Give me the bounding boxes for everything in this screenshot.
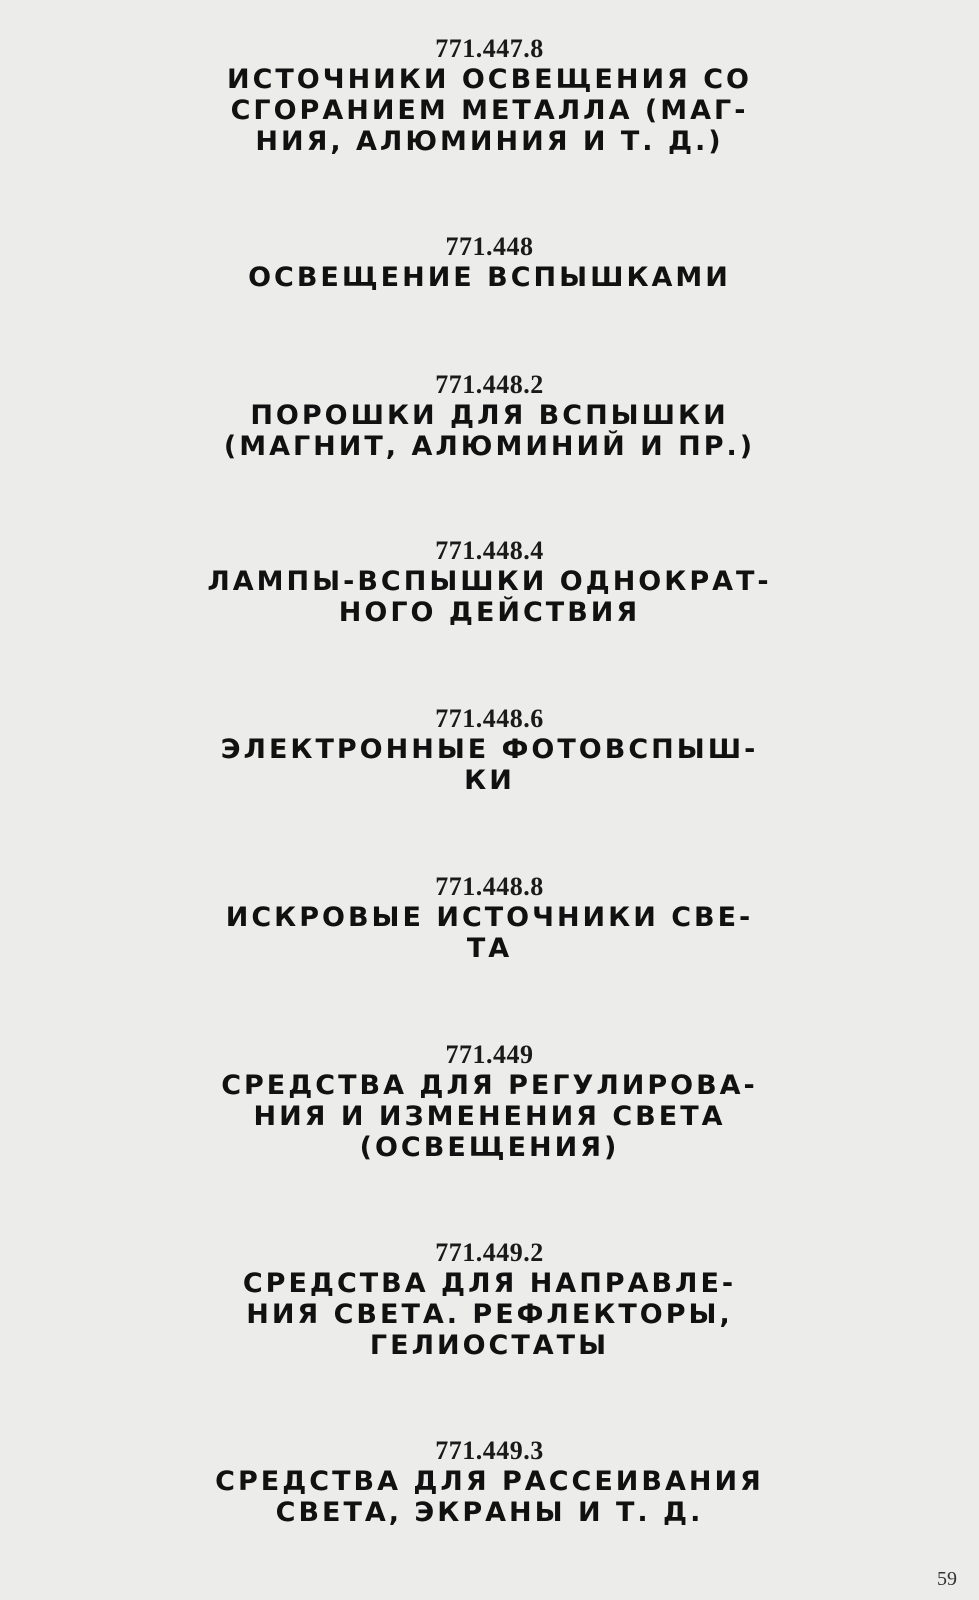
- entry-title-line: КИ: [464, 765, 515, 796]
- entry-title-line: (МАГНИТ, АЛЮМИНИЙ И ПР.): [223, 431, 756, 462]
- entry-771-449: [0, 1040, 979, 1163]
- entry-code: 771.448: [445, 232, 534, 261]
- entry-title-line: ТА: [466, 933, 513, 964]
- entry-title-line: СВЕТА, ЭКРАНЫ И Т. Д.: [275, 1497, 704, 1528]
- entry-title-line: ИСКРОВЫЕ ИСТОЧНИКИ СВЕ-: [225, 902, 754, 933]
- entry-title-line: НИЯ И ИЗМЕНЕНИЯ СВЕТА: [253, 1101, 726, 1132]
- entry-code: 771.448.4: [435, 536, 544, 565]
- entry-code: 771.448.6: [435, 704, 544, 733]
- entry-code: 771.448.2: [435, 370, 544, 399]
- entry-title-line: НИЯ СВЕТА. РЕФЛЕКТОРЫ,: [246, 1299, 733, 1330]
- entry-title-line: НИЯ, АЛЮМИНИЯ И Т. Д.): [255, 126, 724, 157]
- entry-title-line: СГОРАНИЕМ МЕТАЛЛА (МАГ-: [230, 95, 749, 126]
- entry-title-line: СРЕДСТВА ДЛЯ РАССЕИВАНИЯ: [215, 1466, 764, 1497]
- entry-title-line: ПОРОШКИ ДЛЯ ВСПЫШКИ: [250, 400, 729, 431]
- entry-code: 771.449.2: [435, 1238, 544, 1267]
- entry-771-448-2: [0, 370, 979, 462]
- entry-771-448-4: [0, 536, 979, 628]
- entry-title-line: ЭЛЕКТРОННЫЕ ФОТОВСПЫШ-: [220, 734, 759, 765]
- entry-title-line: СРЕДСТВА ДЛЯ НАПРАВЛЕ-: [242, 1268, 737, 1299]
- entry-title-line: НОГО ДЕЙСТВИЯ: [338, 597, 641, 628]
- entry-title-line: ИСТОЧНИКИ ОСВЕЩЕНИЯ СО: [226, 64, 753, 95]
- entry-code: 771.449.3: [435, 1436, 544, 1465]
- entry-title-line: (ОСВЕЩЕНИЯ): [359, 1132, 620, 1163]
- entry-code: 771.447.8: [435, 34, 544, 63]
- entry-title-line: ОСВЕЩЕНИЕ ВСПЫШКАМИ: [248, 262, 731, 293]
- entry-771-448: [0, 232, 979, 293]
- entry-code: 771.448.8: [435, 872, 544, 901]
- entry-title-line: ГЕЛИОСТАТЫ: [369, 1330, 610, 1361]
- entry-title-line: СРЕДСТВА ДЛЯ РЕГУЛИРОВА-: [221, 1070, 758, 1101]
- page-number: 59: [937, 1568, 957, 1590]
- entry-771-448-8: [0, 872, 979, 964]
- entry-771-449-3: [0, 1436, 979, 1528]
- entry-title-line: ЛАМПЫ-ВСПЫШКИ ОДНОКРАТ-: [207, 566, 772, 597]
- entry-771-449-2: [0, 1238, 979, 1361]
- entry-771-447-8: [0, 34, 979, 157]
- entry-771-448-6: [0, 704, 979, 796]
- entry-code: 771.449: [445, 1040, 534, 1069]
